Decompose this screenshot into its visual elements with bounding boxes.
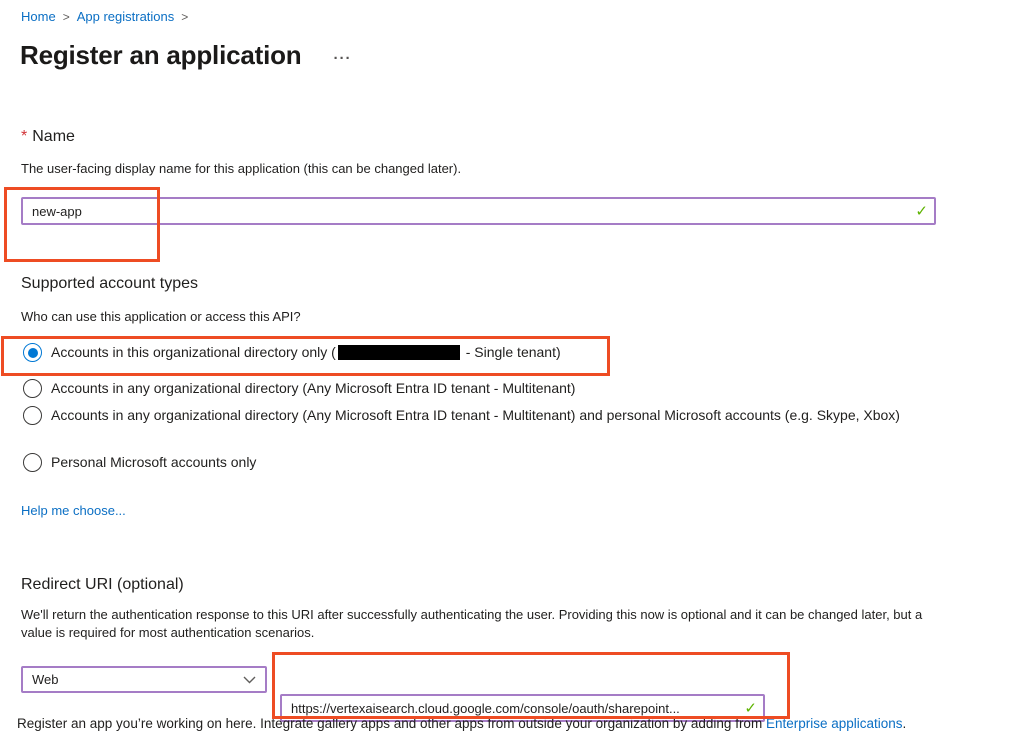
- breadcrumb-link-home[interactable]: Home: [21, 9, 56, 24]
- footer-note: [17, 716, 906, 731]
- redirect-platform-value: Web: [32, 672, 59, 687]
- page-header: [20, 40, 351, 71]
- name-field-label: [21, 128, 75, 146]
- redirect-uri-description: We'll return the authentication response to this URI after successfully authenticating the user. Providing this now is optional and it can be changed later, but a value is required for most authentication scenarios.: [21, 607, 923, 640]
- page-title: Register an application: [20, 40, 302, 70]
- footer-text-after: .: [902, 716, 907, 731]
- enterprise-applications-link[interactable]: Enterprise applications: [765, 716, 903, 731]
- option-label-before: Accounts in this organizational directory only (: [51, 344, 336, 360]
- account-type-option-multitenant[interactable]: [23, 379, 575, 398]
- supported-account-types-heading: Supported account types: [21, 275, 199, 292]
- chevron-down-icon: [243, 676, 256, 684]
- breadcrumb-separator-icon: >: [62, 9, 70, 24]
- radio-button[interactable]: [23, 343, 42, 362]
- radio-button[interactable]: [23, 406, 42, 425]
- name-field-wrap: [21, 197, 936, 225]
- account-type-option-label: [51, 343, 561, 362]
- account-types-question: Who can use this application or access this API?: [21, 309, 301, 324]
- app-name-input[interactable]: [21, 197, 936, 225]
- account-type-option-label: Personal Microsoft accounts only: [51, 454, 257, 470]
- radio-button[interactable]: [23, 453, 42, 472]
- name-field-description: The user-facing display name for this application (this can be changed later).: [21, 161, 462, 176]
- radio-button[interactable]: [23, 379, 42, 398]
- account-type-option-multitenant-personal[interactable]: [23, 406, 900, 425]
- account-type-option-personal-only[interactable]: [23, 453, 256, 472]
- breadcrumb-separator-icon: >: [181, 9, 189, 24]
- breadcrumb: [21, 9, 188, 24]
- redirect-platform-select[interactable]: [21, 666, 267, 693]
- option-label-after: - Single tenant): [461, 344, 561, 360]
- help-me-choose-link[interactable]: Help me choose...: [21, 503, 126, 518]
- redirect-uri-heading: Redirect URI (optional): [21, 576, 184, 593]
- redacted-tenant-name: [338, 345, 460, 360]
- breadcrumb-link-app-registrations[interactable]: App registrations: [76, 9, 175, 24]
- account-type-option-label: Accounts in any organizational directory (Any Microsoft Entra ID tenant - Multitenant) and personal Microsoft accounts (e.g. Skype, Xbox): [51, 407, 900, 423]
- footer-text-before: Register an app you’re working on here. Integrate gallery apps and other apps from outside your organization by adding from: [17, 716, 766, 731]
- valid-check-icon: ✓: [915, 203, 928, 220]
- valid-check-icon: ✓: [744, 700, 757, 717]
- account-type-option-label: Accounts in any organizational directory (Any Microsoft Entra ID tenant - Multitenant): [51, 380, 576, 396]
- required-marker: *: [21, 128, 28, 145]
- account-type-option-single-tenant[interactable]: [23, 343, 561, 362]
- more-options-icon[interactable]: ···: [333, 50, 352, 67]
- name-label-text: Name: [32, 128, 75, 145]
